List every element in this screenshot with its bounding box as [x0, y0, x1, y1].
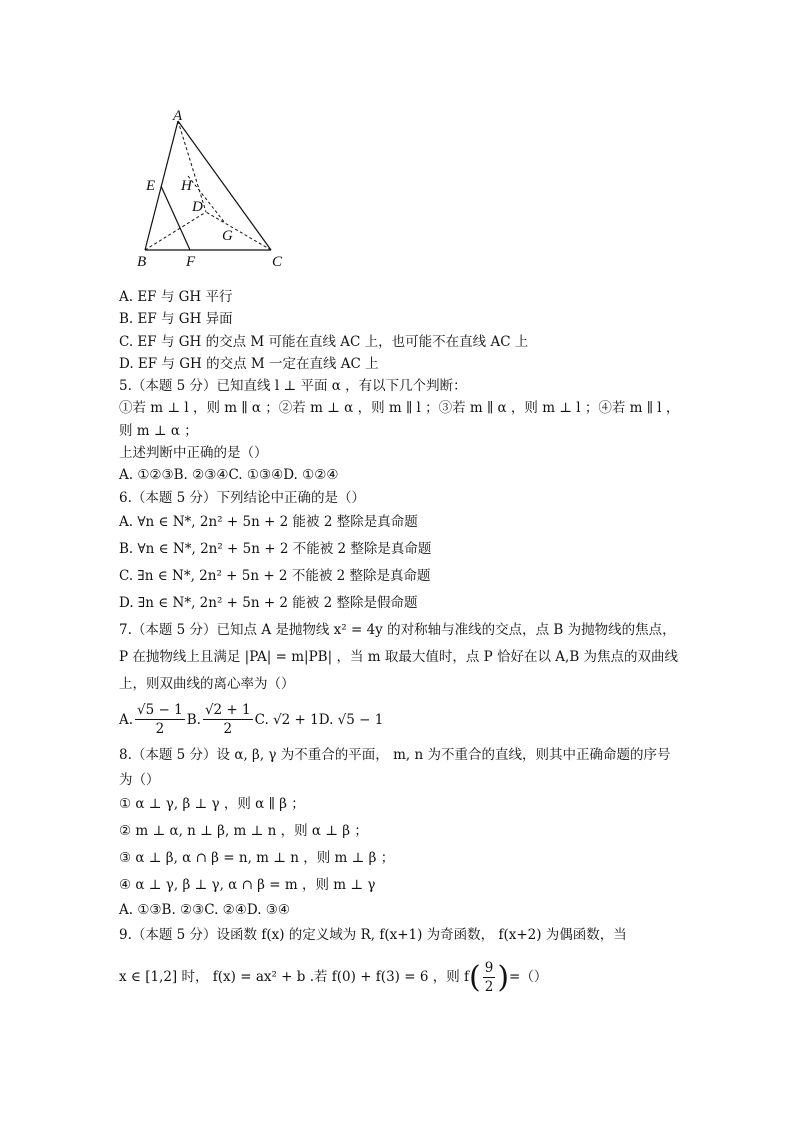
q8-line-1: 8.（本题 5 分）设 α, β, γ 为不重合的平面， m, n 为不重合的直线，则其中正确命题的序号: [119, 746, 671, 763]
q6-stem: 6.（本题 5 分）下列结论中正确的是（）: [119, 489, 366, 506]
q7-options: [119, 698, 679, 742]
q9-fraction-numerator: 9: [484, 960, 494, 977]
q5-line-3: 则 m ⊥ α ；: [119, 422, 198, 439]
q7-line-3: 上，则双曲线的离心率为（）: [119, 675, 295, 692]
q8-options: A. ①③B. ②③C. ②④D. ③④: [119, 902, 291, 919]
q8-item-1: ① α ⊥ γ, β ⊥ γ ，则 α ∥ β ；: [119, 796, 305, 813]
q9-right-paren: ): [497, 959, 510, 995]
label-D: D: [192, 199, 203, 215]
q9-line-2-text: x ∈ [1,2] 时， f(x) = ax² + b .若 f(0) + f(3) = 6 ，则 f: [119, 969, 469, 986]
q8-line-2: 为（）: [119, 771, 160, 788]
q9-left-paren: (: [469, 959, 481, 995]
q7-line-2: P 在抛物线上且满足 |PA| = m|PB| ，当 m 取最大值时，点 P 恰好在以 A,B 为焦点的双曲线: [119, 648, 679, 665]
label-A: A: [173, 108, 183, 124]
label-C: C: [272, 254, 283, 270]
q6-option-c: C. ∃n ∈ N*, 2n² + 5n + 2 不能被 2 整除是真命题: [119, 567, 431, 584]
q9-line-2-end: =（）: [509, 969, 548, 986]
q8-item-2: ② m ⊥ α, n ⊥ β, m ⊥ n ，则 α ⊥ β ；: [119, 823, 368, 840]
label-G: G: [222, 228, 233, 244]
q5-line-2: ①若 m ⊥ l ，则 m ∥ α ；②若 m ⊥ α ，则 m ∥ l ；③若 m ∥ α ，则 m ⊥ l ；④若 m ∥ l ，: [119, 400, 680, 417]
q7-option-a-denominator: 2: [155, 721, 165, 738]
q7-options-c-d: C. √2 + 1D. √5 − 1: [254, 711, 384, 728]
q9-line-1: 9.（本题 5 分）设函数 f(x) 的定义域为 R, f(x+1) 为奇函数， f(x+2) 为偶函数，当: [119, 926, 627, 943]
q7-option-b-numerator: √2 + 1: [204, 702, 251, 719]
q4-option-d: D. EF 与 GH 的交点 M 一定在直线 AC 上: [119, 355, 379, 372]
q7-option-b-fraction: [203, 701, 253, 738]
triangle-figure: [128, 104, 298, 274]
q4-option-b: B. EF 与 GH 异面: [119, 311, 233, 328]
segment-EF: [161, 186, 190, 250]
label-F: F: [186, 254, 196, 270]
q7-option-a-label: A.: [119, 711, 134, 728]
q7-option-b-label: B.: [186, 711, 201, 728]
q9-fraction-denominator: 2: [484, 979, 494, 996]
q8-item-4: ④ α ⊥ γ, β ⊥ γ, α ∩ β = m ，则 m ⊥ γ: [119, 877, 376, 894]
q5-line-4: 上述判断中正确的是（）: [119, 445, 268, 462]
q6-option-d: D. ∃n ∈ N*, 2n² + 5n + 2 能被 2 整除是假命题: [119, 594, 418, 611]
q7-line-1: 7.（本题 5 分）已知点 A 是抛物线 x² = 4y 的对称轴与准线的交点，点 B 为抛物线的焦点，: [119, 621, 676, 638]
q5-stem: 5.（本题 5 分）已知直线 l ⊥ 平面 α ，有以下几个判断：: [119, 378, 467, 395]
q7-option-a-numerator: √5 − 1: [137, 702, 183, 719]
question-text: [119, 286, 679, 1001]
q5-options: A. ①②③B. ②③④C. ①③④D. ①②④: [119, 467, 339, 484]
label-B: B: [137, 254, 147, 270]
edge-CD: [206, 212, 271, 250]
q4-option-c: C. EF 与 GH 的交点 M 可能在直线 AC 上，也可能不在直线 AC 上: [119, 333, 529, 350]
label-E: E: [146, 178, 156, 194]
q4-option-a: A. EF 与 GH 平行: [119, 289, 233, 305]
q8-item-3: ③ α ⊥ β, α ∩ β = n, m ⊥ n ，则 m ⊥ β ；: [119, 850, 395, 867]
q9-line-2: [119, 955, 679, 1001]
q6-option-b: B. ∀n ∈ N*, 2n² + 5n + 2 不能被 2 整除是真命题: [119, 540, 432, 557]
q6-option-a: A. ∀n ∈ N*, 2n² + 5n + 2 能被 2 整除是真命题: [119, 513, 418, 530]
label-H: H: [181, 178, 192, 194]
q7-option-b-denominator: 2: [223, 721, 233, 738]
q9-fraction: [483, 959, 496, 996]
q7-option-a-fraction: [135, 701, 185, 738]
